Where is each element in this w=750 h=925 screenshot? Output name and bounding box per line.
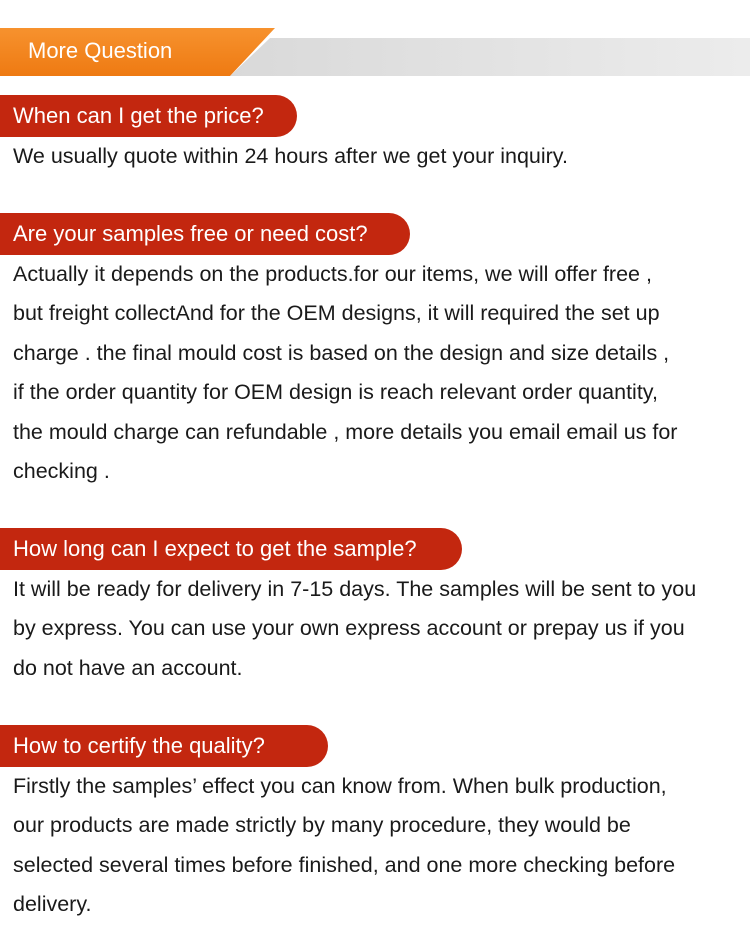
faq-question: How to certify the quality? — [0, 725, 328, 767]
header-banner — [0, 28, 750, 76]
faq-answer: Actually it depends on the products.for our items, we will offer free , but freight collectAnd for the OEM designs, it will required the set up charge . the final mould cost is based on the design and size details , if the order quantity for OEM design is reach relevant order quantity, the mould charge can refundable , more details you email email us for checking . — [13, 262, 678, 484]
faq-question: Are your samples free or need cost? — [0, 213, 410, 255]
header-grey-stripe — [230, 38, 750, 76]
faq-question: When can I get the price? — [0, 95, 297, 137]
faq-answer: Firstly the samples’ effect you can know from. When bulk production, our products are made strictly by many procedure, they would be selected several times before finished, and one more checking before delivery. — [13, 774, 676, 917]
page-title: More Question — [28, 38, 173, 63]
faq-answer: We usually quote within 24 hours after we get your inquiry. — [13, 144, 568, 168]
faq-answer: It will be ready for delivery in 7-15 days. The samples will be sent to you by express. You can use your own express account or prepay us if you do not have an account. — [13, 577, 697, 680]
faq-question: How long can I expect to get the sample? — [0, 528, 462, 570]
